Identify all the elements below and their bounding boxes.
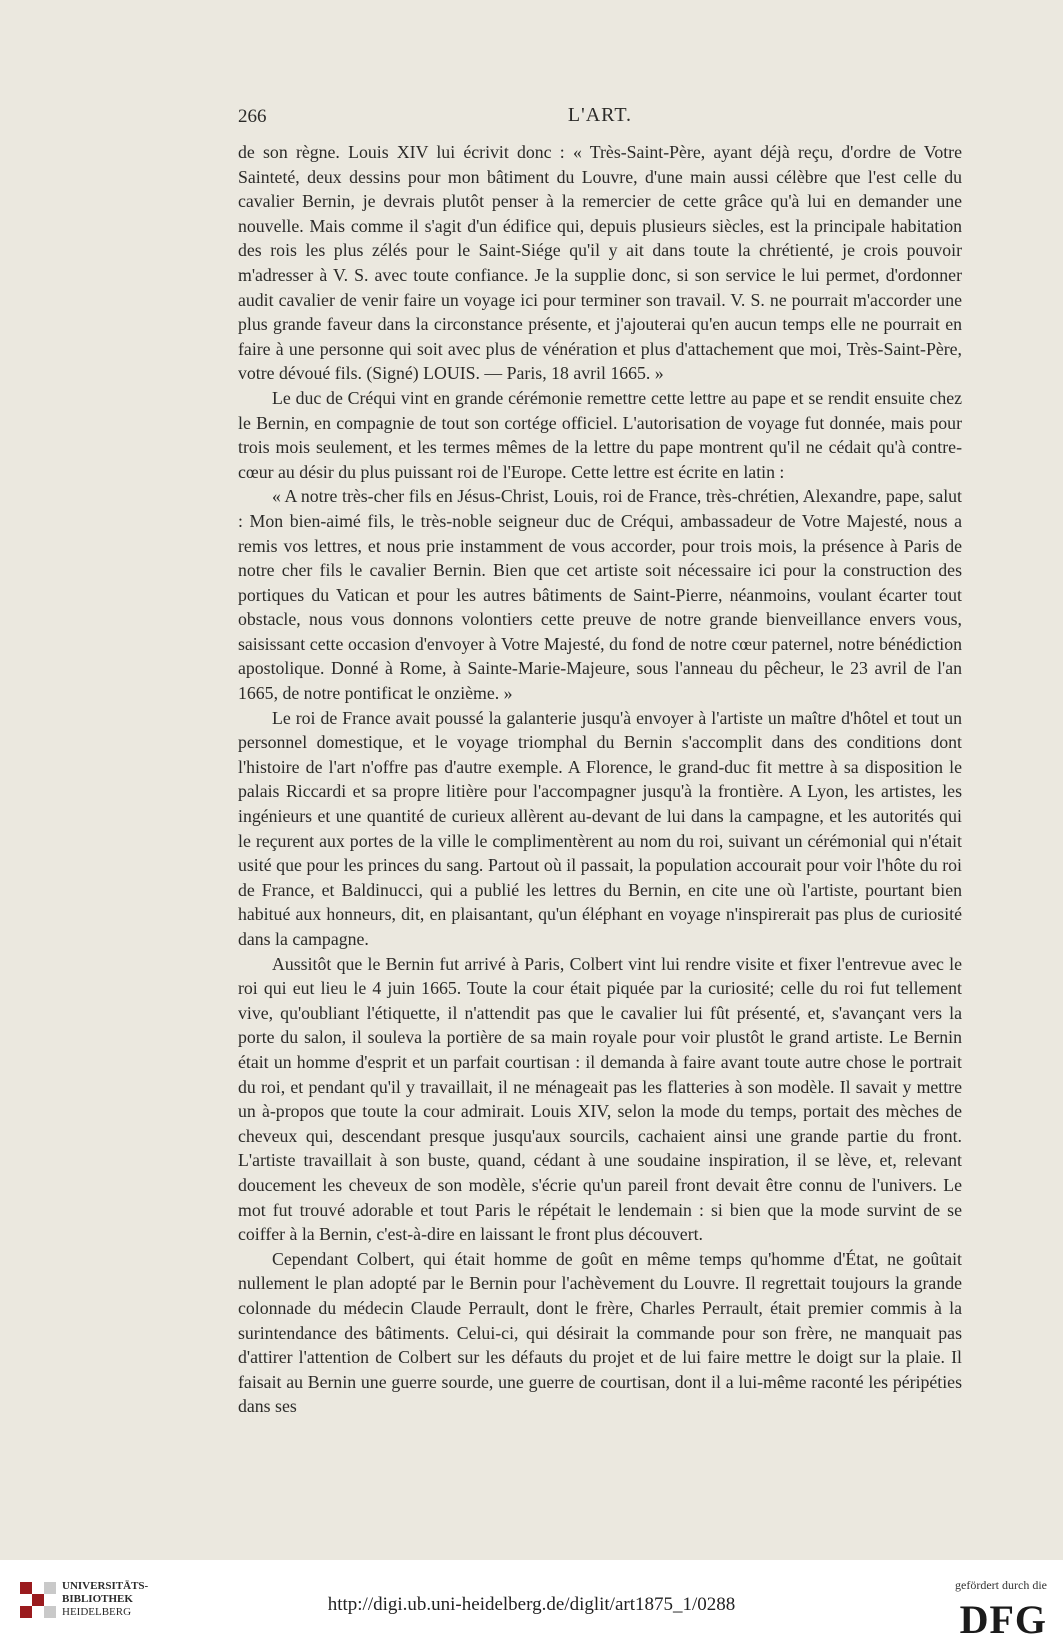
paragraph: Aussitôt que le Bernin fut arrivé à Paris, Colbert vint lui rendre visite et fixer l'entrevue avec le roi qui eut lieu le 4 juin 1665. Toute la cour était piquée par la curiosité; celle du roi fut tellement vive, qu'oubliant l'étiquette, il n'attendit pas que le cavalier lui fût présenté, et, s'avançant vers la porte du salon, il souleva la portière de sa main royale pour voir plustôt le grand artiste. Le Bernin était un homme d'esprit et un parfait courtisan : il demanda à faire avant toute autre chose le portrait du roi, et pendant qu'il y travaillait, il ne ménageait pas les flatteries à son modèle. Il savait y mettre un à-propos que toute la cour admirait. Louis XIV, selon la mode du temps, portait des mèches de cheveux qui, descendant presque jusqu'aux sourcils, cachaient ainsi une grande partie du front. L'artiste travaillait à son buste, quand, cédant à une soudaine inspiration, il se lève, et, relevant doucement les cheveux de son modèle, s'écrie qu'un pareil front devait être connu de l'univers. Le mot fut trouvé adorable et tout Paris le répétait le lendemain : si bien que la mode survint de se coiffer à la Bernin, c'est-à-dire en laissant le front plus découvert.: [238, 953, 962, 1245]
page-header: [238, 104, 962, 130]
running-title: L'ART.: [567, 104, 633, 126]
page-number: 266: [238, 106, 267, 127]
paragraph: de son règne. Louis XIV lui écrivit donc : « Très-Saint-Père, ayant déjà reçu, d'ordre de Votre Sainteté, deux dessins pour mon bâtiment du Louvre, d'une main aussi célèbre que l'est celle du cavalier Bernin, je devrais plutôt penser à la remercier de cette grâce qu'à lui en demander une nouvelle. Mais comme il s'agit d'un édifice qui, depuis plusieurs siècles, est la principale habitation des rois les plus zélés pour le Saint-Siége qu'il y ait dans toute la chrétienté, je crois pouvoir m'adresser à V. S. avec toute confiance. Je la supplie donc, si son service le lui permet, d'ordonner audit cavalier de venir faire un voyage ici pour terminer son travail. V. S. ne pourrait m'accorder une plus grande faveur dans la circonstance présente, et j'ajouterai qu'en aucun temps elle ne pourrait en faire à une personne qui soit avec plus de vénération et plus d'attachement que moi, Très-Saint-Père, votre dévoué fils. (Signé) LOUIS. — Paris, 18 avril 1665. »: [238, 142, 962, 384]
dfg-logo: DFG: [959, 1597, 1047, 1642]
paragraph: « A notre très-cher fils en Jésus-Christ, Louis, roi de France, très-chrétien, Alexandre, pape, salut : Mon bien-aimé fils, le très-noble seigneur duc de Créqui, ambassadeur de Votre Majesté, nous a remis vos lettres, et nous prie instamment de vous accorder, pour trois mois, la présence à Paris de notre cher fils le cavalier Bernin. Bien que cet artiste soit nécessaire ici pour la construction des portiques du Vatican et pour les autres bâtiments de Saint-Pierre, néanmoins, voulant écarter tout obstacle, nous vous donnons volontiers cette preuve de notre grande bienveillance envers vous, saisissant cette occasion d'envoyer à Votre Majesté, du fond de notre cœur paternel, notre bénédiction apostolique. Donné à Rome, à Sainte-Marie-Majeure, sous l'anneau du pêcheur, le 23 avril de l'an 1665, de notre pontificat le onzième. »: [238, 486, 962, 704]
body-text: [238, 140, 962, 1417]
paragraph: Cependant Colbert, qui était homme de goût en même temps qu'homme d'État, ne goûtait nullement le plan adopté par le Bernin pour l'achèvement du Louvre. Il regrettait toujours la grande colonnade du médecin Claude Perrault, dont le frère, Charles Perrault, était premier commis à la surintendance des bâtiments. Celui-ci, qui désirait la commande pour son frère, ne manquait pas d'attirer l'attention de Colbert sur les défauts du projet et de lui faire mettre le doigt sur la plaie. Il faisait au Bernin une guerre sourde, une guerre de courtisan, dont il a lui-même raconté les péripéties dans ses: [238, 1248, 962, 1417]
funding-caption: gefördert durch die: [955, 1578, 1047, 1592]
paragraph: Le roi de France avait poussé la galanterie jusqu'à envoyer à l'artiste un maître d'hôtel et tout un personnel domestique, et le voyage triomphal du Bernin s'accomplit dans des conditions dont l'histoire de l'art n'offre pas d'autre exemple. A Florence, le grand-duc fit mettre à sa disposition le palais Riccardi et sa propre litière pour l'accompagner jusqu'à la frontière. A Lyon, les artistes, les ingénieurs et une quantité de curieux allèrent au-devant de lui dans la campagne, et les autorités qui le reçurent aux portes de la ville le complimentèrent au nom du roi, suivant un cérémonial qui n'était usité que pour les princes du sang. Partout où il passait, la population accourait pour voir l'hôte du roi de France, et Baldinucci, qui a publié les lettres du Bernin, en cite une où l'artiste, pourtant bien habitué aux honneurs, dit, en plaisantant, qu'un éléphant en voyage n'inspirerait pas plus de curiosité dans la campagne.: [238, 707, 962, 949]
paragraph: Le duc de Créqui vint en grande cérémonie remettre cette lettre au pape et se rendit ensuite chez le Bernin, en compagnie de tout son cortége officiel. L'autorisation de voyage fut donnée, mais pour trois mois seulement, et les termes mêmes de la lettre du pape montrent qu'il ne cédait qu'à contre-cœur au désir du plus puissant roi de l'Europe. Cette lettre est écrite en latin :: [238, 387, 962, 482]
library-name-line: HEIDELBERG: [62, 1606, 132, 1618]
permalink-url[interactable]: http://digi.ub.uni-heidelberg.de/diglit/art1875_1/0288: [327, 1594, 736, 1615]
library-name-line: UNIVERSITÄTS-: [62, 1580, 149, 1592]
library-name-line: BIBLIOTHEK: [62, 1593, 133, 1605]
